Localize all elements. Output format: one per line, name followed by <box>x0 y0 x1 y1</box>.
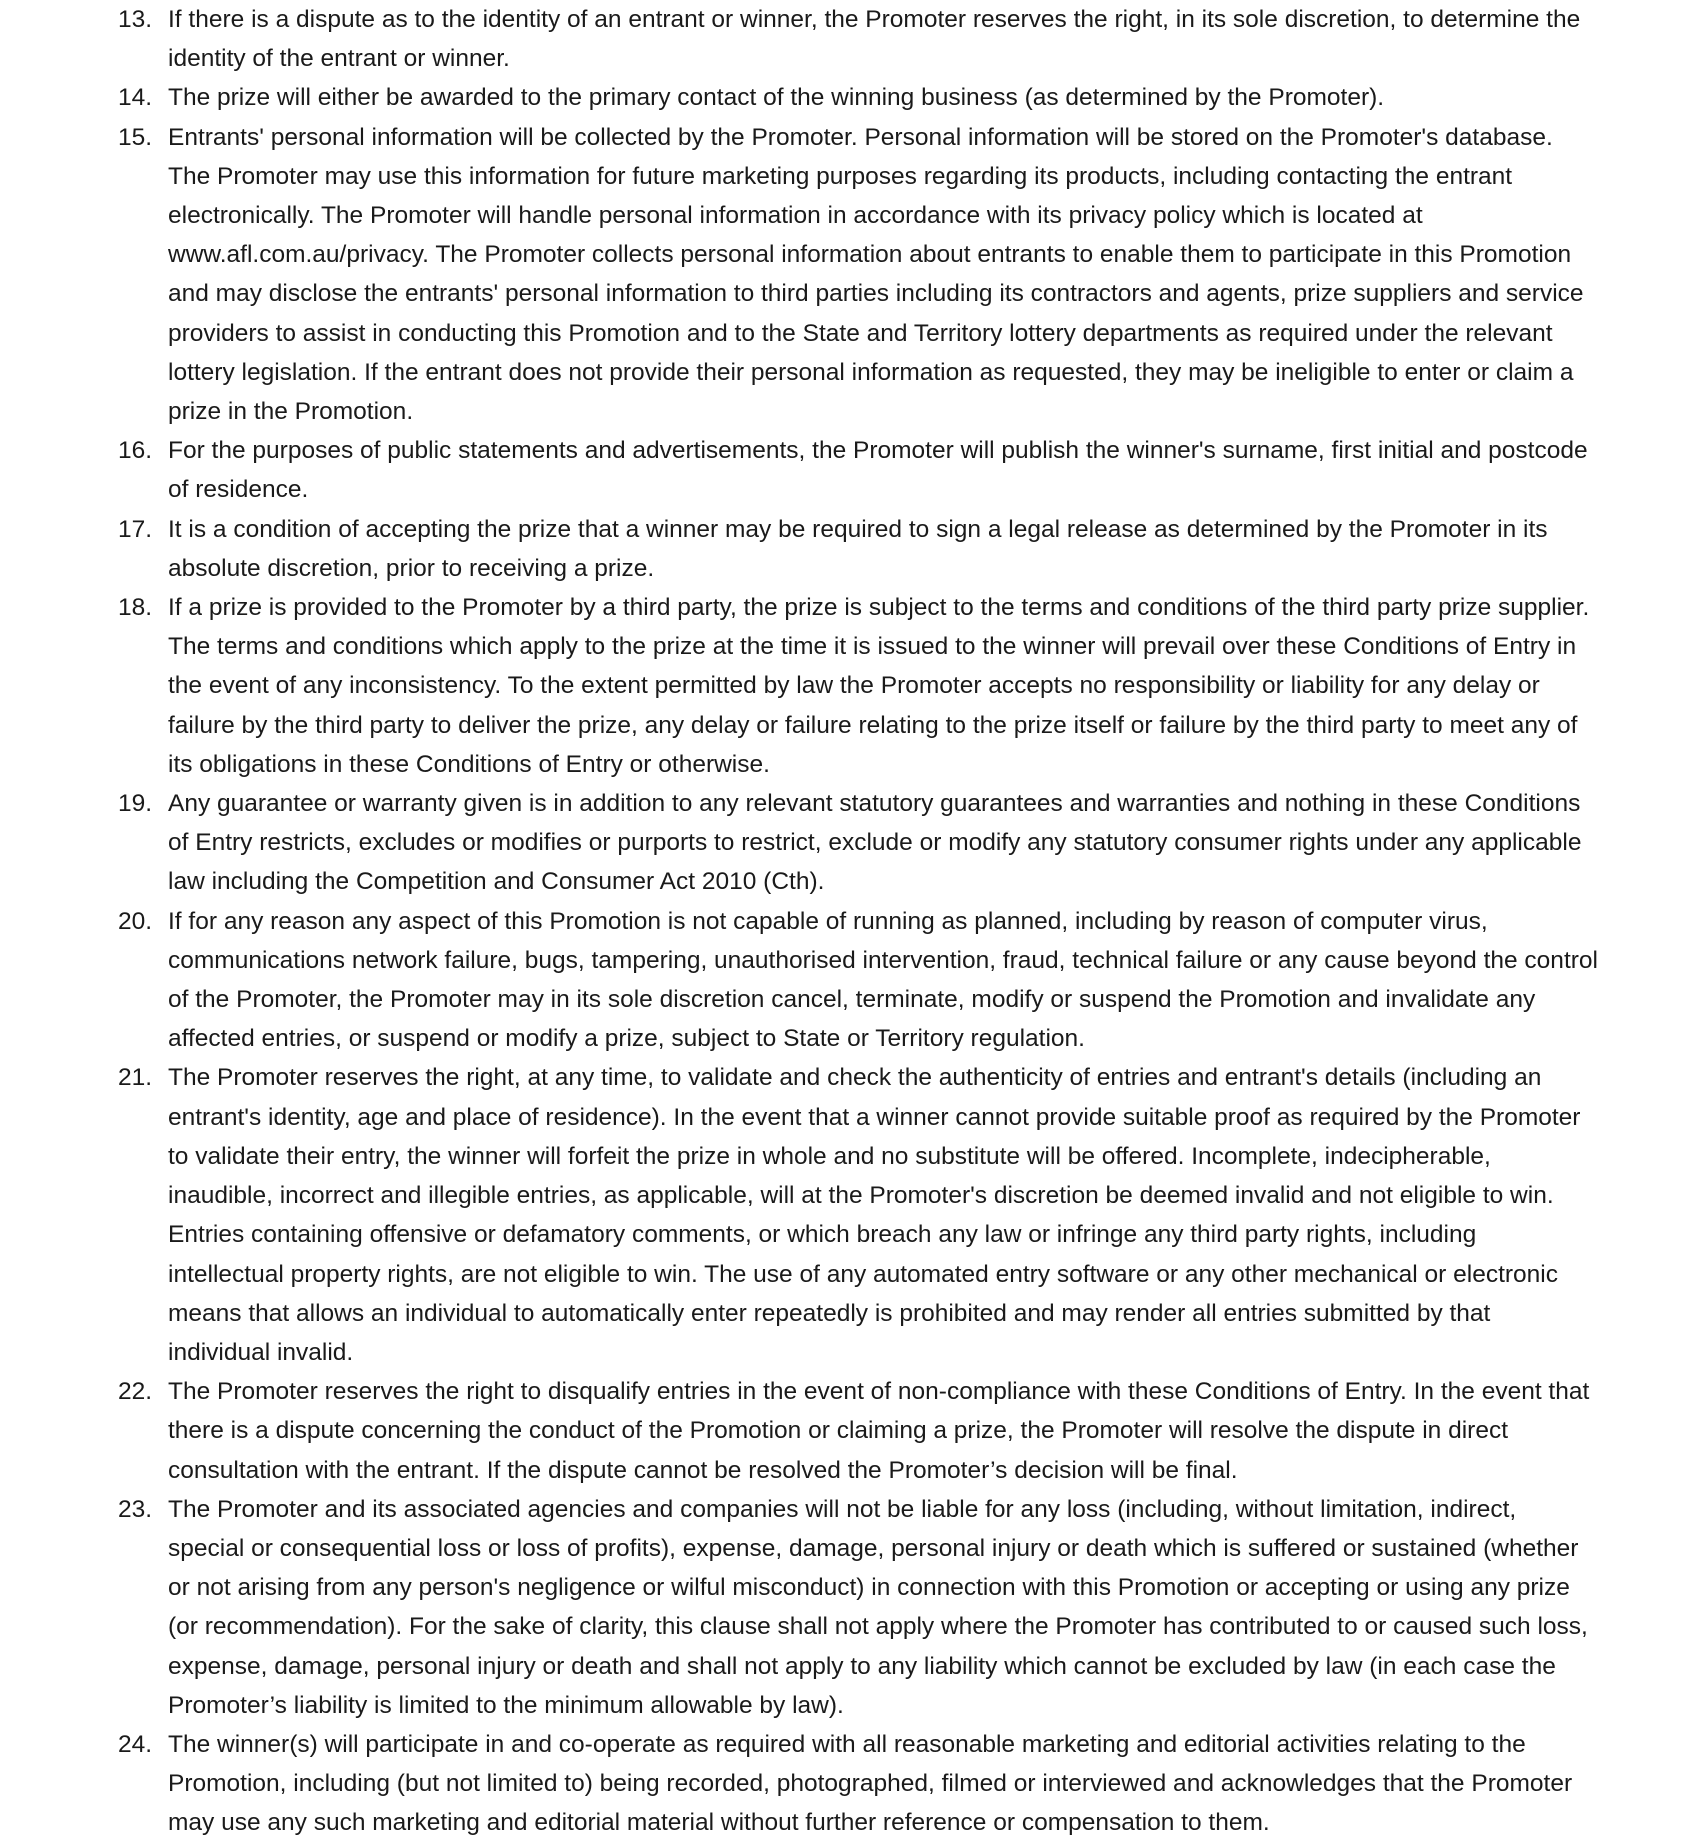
clause-16 <box>118 431 1598 509</box>
clause-22 <box>118 1372 1598 1490</box>
clause-number: 18. <box>118 594 153 622</box>
clause-text: If a prize is provided to the Promoter by a third party, the prize is subject to the terms and conditions of the third party prize supplier. The terms and conditions which apply to the prize at the time it is issued to the winner will prevail over these Conditions of Entry in the event of any inconsistency. To the extent permitted by law the Promoter accepts no responsibility or liability for any delay or failure by the third party to deliver the prize, any delay or failure relating to the prize itself or failure by the third party to meet any of its obligations in these Conditions of Entry or otherwise. <box>168 594 1590 778</box>
clause-19 <box>118 784 1598 902</box>
clause-20 <box>118 902 1598 1059</box>
clause-text: The winner(s) will participate in and co-operate as required with all reasonable marketing and editorial activities relating to the Promotion, including (but not limited to) being recorded, photographed, filmed or interviewed and acknowledges that the Promoter may use any such marketing and editorial material without further reference or compensation to them. <box>168 1730 1573 1837</box>
clause-text: It is a condition of accepting the prize that a winner may be required to sign a legal release as determined by the Promoter in its absolute discretion, prior to receiving a prize. <box>168 515 1548 582</box>
clause-21 <box>118 1058 1598 1372</box>
clause-number: 16. <box>118 437 153 465</box>
clause-text: Entrants' personal information will be collected by the Promoter. Personal information will be stored on the Promoter's database. The Promoter may use this information for future marketing purposes regarding its products, including contacting the entrant electronically. The Promoter will handle personal information in accordance with its privacy policy which is located at www.afl.com.au/privacy. The Promoter collects personal information about entrants to enable them to participate in this Promotion and may disclose the entrants' personal information to third parties including its contractors and agents, prize suppliers and service providers to assist in conducting this Promotion and to the State and Territory lottery departments as required under the relevant lottery legislation. If the entrant does not provide their personal information as requested, they may be ineligible to enter or claim a prize in the Promotion. <box>168 123 1584 426</box>
clause-13 <box>118 0 1598 78</box>
clause-number: 22. <box>118 1378 153 1406</box>
clause-text: If for any reason any aspect of this Promotion is not capable of running as planned, including by reason of computer virus, communications network failure, bugs, tampering, unauthorised intervention, fraud, technical failure or any cause beyond the control of the Promoter, the Promoter may in its sole discretion cancel, terminate, modify or suspend the Promotion and invalidate any affected entries, or suspend or modify a prize, subject to State or Territory regulation. <box>168 907 1598 1053</box>
clause-14 <box>118 78 1598 117</box>
clause-text: Any guarantee or warranty given is in addition to any relevant statutory guarantees and warranties and nothing in these Conditions of Entry restricts, excludes or modifies or purports to restrict, exclude or modify any statutory consumer rights under any applicable law including the Competition and Consumer Act 2010 (Cth). <box>168 790 1582 896</box>
clause-text: The Promoter reserves the right, at any time, to validate and check the authenticity of entries and entrant's details (including an entrant's identity, age and place of residence). In the event that a winner cannot provide suitable proof as required by the Promoter to validate their entry, the winner will forfeit the prize in whole and no substitute will be offered. Incomplete, indecipherable, inaudible, incorrect and illegible entries, as applicable, will at the Promoter's discretion be deemed invalid and not eligible to win. Entries containing offensive or defamatory comments, or which breach any law or infringe any third party rights, including intellectual property rights, are not eligible to win. The use of any automated entry software or any other mechanical or electronic means that allows an individual to automatically enter repeatedly is prohibited and may render all entries submitted by that individual invalid. <box>168 1064 1581 1366</box>
clause-number: 15. <box>118 123 153 151</box>
clause-number: 24. <box>118 1730 153 1758</box>
clause-18 <box>118 588 1598 784</box>
clause-number: 13. <box>118 6 153 33</box>
clause-text: The Promoter and its associated agencies and companies will not be liable for any loss (including, without limitation, indirect, special or consequential loss or loss of profits), expense, damage, personal injury or death which is suffered or sustained (whether or not arising from any person's negligence or wilful misconduct) in connection with this Promotion or accepting or using any prize (or recommendation). For the sake of clarity, this clause shall not apply where the Promoter has contributed to or caused such loss, expense, damage, personal injury or death and shall not apply to any liability which cannot be excluded by law (in each case the Promoter’s liability is limited to the minimum allowable by law). <box>168 1495 1588 1719</box>
clause-23 <box>118 1490 1598 1725</box>
clause-text: The prize will either be awarded to the primary contact of the winning business (as determined by the Promoter). <box>168 84 1385 112</box>
clause-number: 23. <box>118 1495 153 1523</box>
clause-number: 21. <box>118 1064 153 1092</box>
clause-number: 14. <box>118 84 153 112</box>
clause-24 <box>118 1725 1598 1843</box>
clause-text: The Promoter reserves the right to disqualify entries in the event of non-compliance with these Conditions of Entry. In the event that there is a dispute concerning the conduct of the Promotion or claiming a prize, the Promoter will resolve the dispute in direct consultation with the entrant. If the dispute cannot be resolved the Promoter’s decision will be final. <box>168 1378 1590 1484</box>
clause-text: If there is a dispute as to the identity of an entrant or winner, the Promoter reserves the right, in its sole discretion, to determine the identity of the entrant or winner. <box>168 6 1581 73</box>
clause-number: 17. <box>118 515 153 543</box>
document-page <box>118 0 1598 1843</box>
clause-number: 20. <box>118 907 153 935</box>
clause-number: 19. <box>118 790 153 818</box>
clause-15 <box>118 118 1598 432</box>
clause-17 <box>118 510 1598 588</box>
clause-text: For the purposes of public statements and advertisements, the Promoter will publish the winner's surname, first initial and postcode of residence. <box>168 437 1588 504</box>
